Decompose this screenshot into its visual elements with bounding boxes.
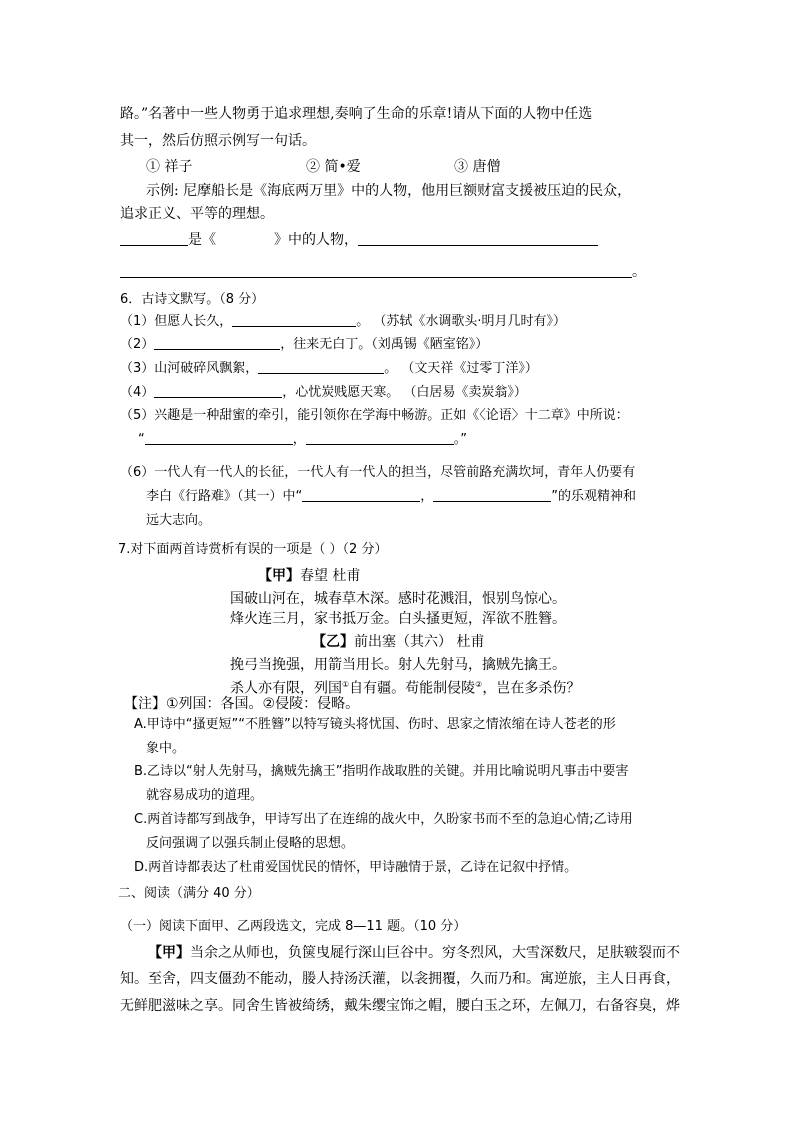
imitation-line: 是《 》中的人物， bbox=[120, 230, 598, 250]
option-b-line-2: 就容易成功的道理。 bbox=[146, 788, 264, 803]
answer-blank[interactable] bbox=[306, 430, 454, 445]
q6-item-2: （2） ，往来无白丁。（刘禹锡《陋室铭》） bbox=[120, 337, 489, 352]
option-d: D.两首诗都表达了杜甫爱国忧民的情怀，甲诗融情于景，乙诗在记叙中抒情。 bbox=[134, 860, 578, 875]
passage-line-3: 无鲜肥滋味之享。同舍生皆被绮绣，戴朱缨宝饰之帽，腰白玉之环，左佩刀，右备容臭，烨 bbox=[120, 998, 680, 1014]
poem-yi-line-2: 杀人亦有限，列国①自有疆。苟能制侵陵②，岂在多杀伤？ bbox=[230, 680, 581, 697]
answer-blank[interactable] bbox=[358, 231, 598, 246]
q6-item-5-blanks: “ ， 。” bbox=[138, 432, 468, 447]
answer-blank[interactable] bbox=[154, 335, 280, 350]
q6-title: 6．古诗文默写。（8 分） bbox=[120, 292, 265, 307]
poem-jia-line-2: 烽火连三月，家书抵万金。白头搔更短，浑欲不胜簪。 bbox=[230, 611, 566, 627]
q6-item-6-line-1: （6）一代人有一代人的长征，一代人有一代人的担当，尽管前路充满坎坷，青年人仍要有 bbox=[120, 465, 636, 480]
option-c-line-1: C.两首诗都写到战争，甲诗写出了在连绵的战火中，久盼家书而不至的急迫心情;乙诗用 bbox=[134, 812, 633, 827]
example-line-1: 示例: 尼摩船长是《海底两万里》中的人物，他用巨额财富支援被压迫的民众， bbox=[146, 183, 632, 199]
option-a-line-2: 象中。 bbox=[146, 741, 186, 756]
option-a-line-1: A.甲诗中“搔更短”“不胜簪”以特写镜头将忧国、伤时、思家之情浓缩在诗人苍老的形 bbox=[134, 717, 616, 732]
passage-line-2: 知。至舍，四支僵劲不能动，媵人持汤沃灌，以衾拥覆，久而乃和。寓逆旅，主人日再食， bbox=[120, 971, 680, 987]
q6-item-6-line-2: 李白《行路难》（其一）中“ ， ”的乐观精神和 bbox=[146, 489, 637, 504]
intro-line-2: 其一，然后仿照示例写一句话。 bbox=[120, 133, 316, 149]
q6-item-3: （3）山河破碎风飘絮， 。 （文天祥《过零丁洋》） bbox=[120, 361, 538, 376]
example-line-2: 追求正义、平等的理想。 bbox=[120, 206, 274, 222]
poem-jia-title: 【甲】春望 杜甫 bbox=[258, 568, 361, 584]
option-2: ② 简•爱 bbox=[306, 159, 361, 175]
answer-blank[interactable] bbox=[120, 263, 632, 278]
q6-item-1: （1）但愿人长久， 。 （苏轼《水调歌头·明月几时有》） bbox=[120, 314, 567, 329]
intro-line-1: 路。”名著中一些人物勇于追求理想,奏响了生命的乐章!请从下面的人物中任选 bbox=[120, 106, 593, 122]
option-3: ③ 唐僧 bbox=[454, 159, 501, 175]
poem-note: 【注】①列国：各国。②侵陵：侵略。 bbox=[124, 696, 360, 712]
q6-item-4: （4） ，心忧炭贱愿天寒。 （白居易《卖炭翁》） bbox=[120, 385, 527, 400]
reading-subtitle: （一）阅读下面甲、乙两段选文，完成 8—11 题。（10 分） bbox=[120, 919, 467, 934]
option-1: ① 祥子 bbox=[146, 159, 193, 175]
q7-title: 7.对下面两首诗赏析有误的一项是（ ）（2 分） bbox=[118, 542, 388, 557]
option-c-line-2: 反问强调了以强兵制止侵略的思想。 bbox=[146, 836, 355, 851]
answer-blank[interactable] bbox=[154, 383, 282, 398]
q6-item-6-line-3: 远大志向。 bbox=[146, 513, 212, 528]
answer-blank[interactable] bbox=[433, 487, 551, 502]
imitation-line-2: 。 bbox=[120, 262, 646, 282]
passage-line-1: 【甲】当余之从师也，负箧曳屣行深山巨谷中。穷冬烈风，大雪深数尺，足肤皲裂而不 bbox=[148, 945, 680, 961]
section-reading-title: 二、阅读（满分 40 分） bbox=[118, 886, 260, 901]
answer-blank[interactable] bbox=[258, 359, 384, 374]
poem-yi-title: 【乙】前出塞（其六） 杜甫 bbox=[312, 634, 485, 650]
poem-jia-line-1: 国破山河在，城春草木深。感时花溅泪，恨别鸟惊心。 bbox=[230, 591, 566, 607]
answer-blank[interactable] bbox=[120, 231, 188, 246]
answer-blank[interactable] bbox=[302, 487, 420, 502]
answer-blank[interactable] bbox=[232, 312, 356, 327]
q6-item-5: （5）兴趣是一种甜蜜的牵引，能引领你在学海中畅游。正如《〈论语〉十二章》中所说： bbox=[120, 408, 629, 423]
option-b-line-1: B.乙诗以“射人先射马，擒贼先擒王”指明作战取胜的关键。并用比喻说明凡事击中要害 bbox=[134, 764, 629, 779]
answer-blank[interactable] bbox=[145, 430, 293, 445]
poem-yi-line-1: 挽弓当挽强，用箭当用长。射人先射马，擒贼先擒王。 bbox=[230, 657, 566, 673]
